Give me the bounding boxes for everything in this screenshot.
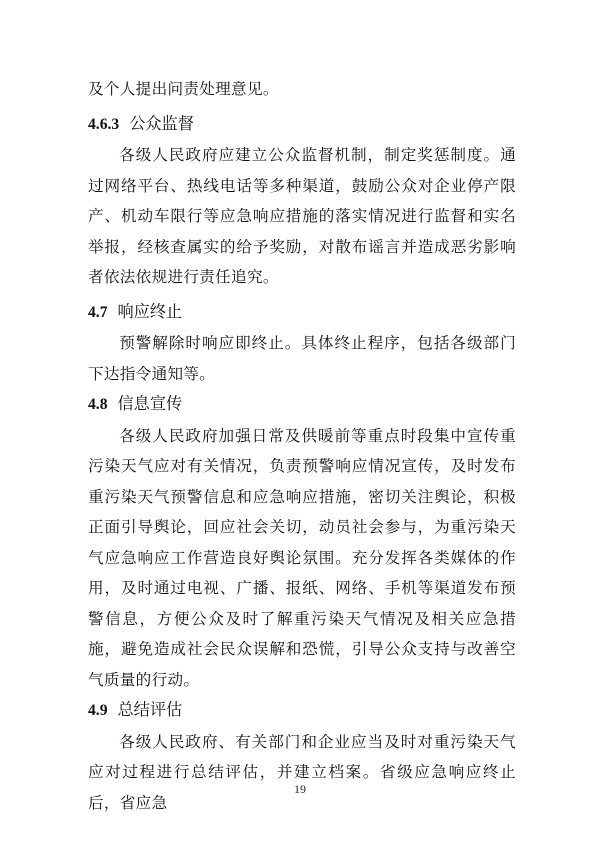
- section-heading-4-8: [88, 389, 516, 421]
- paragraph-public-supervision: 各级人民政府应建立公众监督机制，制定奖惩制度。通过网络平台、热线电话等多种渠道，鼓励公众对企业停产限产、机动车限行等应急响应措施的落实情况进行监督和实名举报，经核查属实的给予奖励，对散布谣言并造成恶劣影响者依法依规进行责任追究。: [88, 146, 516, 286]
- section-number: 4.6.3: [88, 115, 120, 133]
- section-heading-4-6-3: [88, 109, 516, 141]
- section-number: 4.7: [88, 303, 108, 321]
- section-title: 总结评估: [117, 700, 183, 719]
- section-number: 4.9: [88, 702, 108, 719]
- section-number: 4.8: [88, 396, 108, 413]
- paragraph-information-publicity: 各级人民政府加强日常及供暖前等重点时段集中宣传重污染天气应对有关情况，负责预警响应情况宣传，及时发布重污染天气预警信息和应急响应措施，密切关注舆论，积极正面引导舆论，回应社会关切，动员社会参与，为重污染天气应急响应工作营造良好舆论氛围。充分发挥各类媒体的作用，及时通过电视、广播、报纸、网络、手机等渠道发布预警信息，方便公众及时了解重污染天气情况及相关应急措施，避免造成社会民众误解和恐慌，引导公众支持与改善空气质量的行动。: [88, 426, 516, 689]
- paragraph-response-termination: 预警解除时响应即终止。具体终止程序，包括各级部门下达指令通知等。: [88, 334, 516, 383]
- section-title: 公众监督: [129, 113, 194, 133]
- section-title: 信息宣传: [117, 394, 183, 413]
- section-heading-4-9: [88, 695, 516, 727]
- page-number: 19: [294, 782, 306, 796]
- section-heading-4-7: [88, 297, 516, 329]
- paragraph-continued: 及个人提出问责处理意见。: [88, 80, 279, 98]
- section-title: 响应终止: [117, 301, 183, 321]
- paragraph-summary-evaluation: 各级人民政府、有关部门和企业应当及时对重污染天气应对过程进行总结评估，并建立档案。省级应急响应终止后，省应急: [88, 732, 516, 812]
- page-content: [88, 74, 516, 818]
